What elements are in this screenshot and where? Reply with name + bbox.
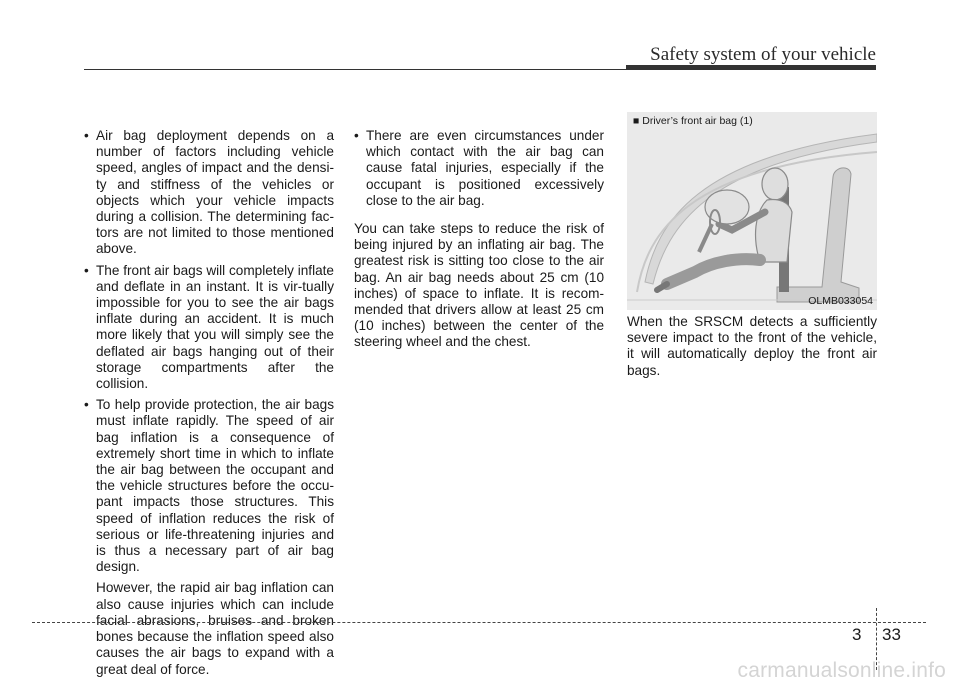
text-column-2 [354, 128, 604, 351]
bullet-item: • The front air bags will completely inflate and deflate in an instant. It is vir-tually impossible for you to see the air bags inflate during an accident. It is much more likely that you will simply see the deflated air bags hanging out of their storage compartments after the collision. [84, 263, 334, 393]
site-watermark: carmanualsonline.info [737, 659, 946, 682]
chapter-number: 3 [852, 625, 862, 644]
driver-airbag-drawing [627, 112, 877, 310]
bullet-item: • Air bag deployment depends on a number of factors including vehicle speed, angles of impact and the densi-ty and stiffness of the vehicles or objects which your vehicle impacts during a collision. The determining fac-tors are not limited to those mentioned above. [84, 128, 334, 258]
body-paragraph: When the SRSCM detects a sufficiently severe impact to the front of the vehicle, it will automatically deploy the front air bags. [627, 314, 877, 378]
text-column-1 [84, 128, 334, 678]
bullet-item: • To help provide protection, the air bags must inflate rapidly. The speed of air bag inflation is a consequence of extremely short time in which to inflate the air bag between the occupant and the vehicle structures before the occu-pant impacts those structures. This speed of inflation reduces the risk of serious or life-threatening injuries and is thus a necessary part of air bag design. [84, 397, 334, 575]
figure-code: OLMB033054 [808, 295, 873, 307]
bullet-item: • There are even circumstances under which contact with the air bag can cause fatal injuries, especially if the occupant is positioned excessively close to the air bag. [354, 128, 604, 209]
bullet-continuation: However, the rapid air bag inflation can also cause injuries which can include facial abrasions, bruises and broken bones because the inflation speed also causes the air bags to expand with a great deal of force. [96, 580, 334, 677]
header-rule-accent [626, 65, 876, 70]
footer-divider [32, 622, 926, 623]
bullet-list [84, 128, 334, 575]
airbag-illustration [627, 112, 877, 310]
bullet-list [354, 128, 604, 209]
page-header-title: Safety system of your vehicle [650, 44, 876, 65]
page-number: 33 [882, 625, 901, 644]
inflated-airbag-icon [705, 190, 749, 224]
body-paragraph: You can take steps to reduce the risk of being injured by an inflating air bag. The greatest risk is sitting too close to the air bag. An air bag needs about 25 cm (10 inches) of space to inflate. It is recom-mended that drivers allow at least 25 cm (10 inches) between the center of the steering wheel and the chest. [354, 221, 604, 350]
figure-caption: ■ Driver’s front air bag (1) [633, 115, 753, 127]
text-column-3 [627, 314, 877, 379]
